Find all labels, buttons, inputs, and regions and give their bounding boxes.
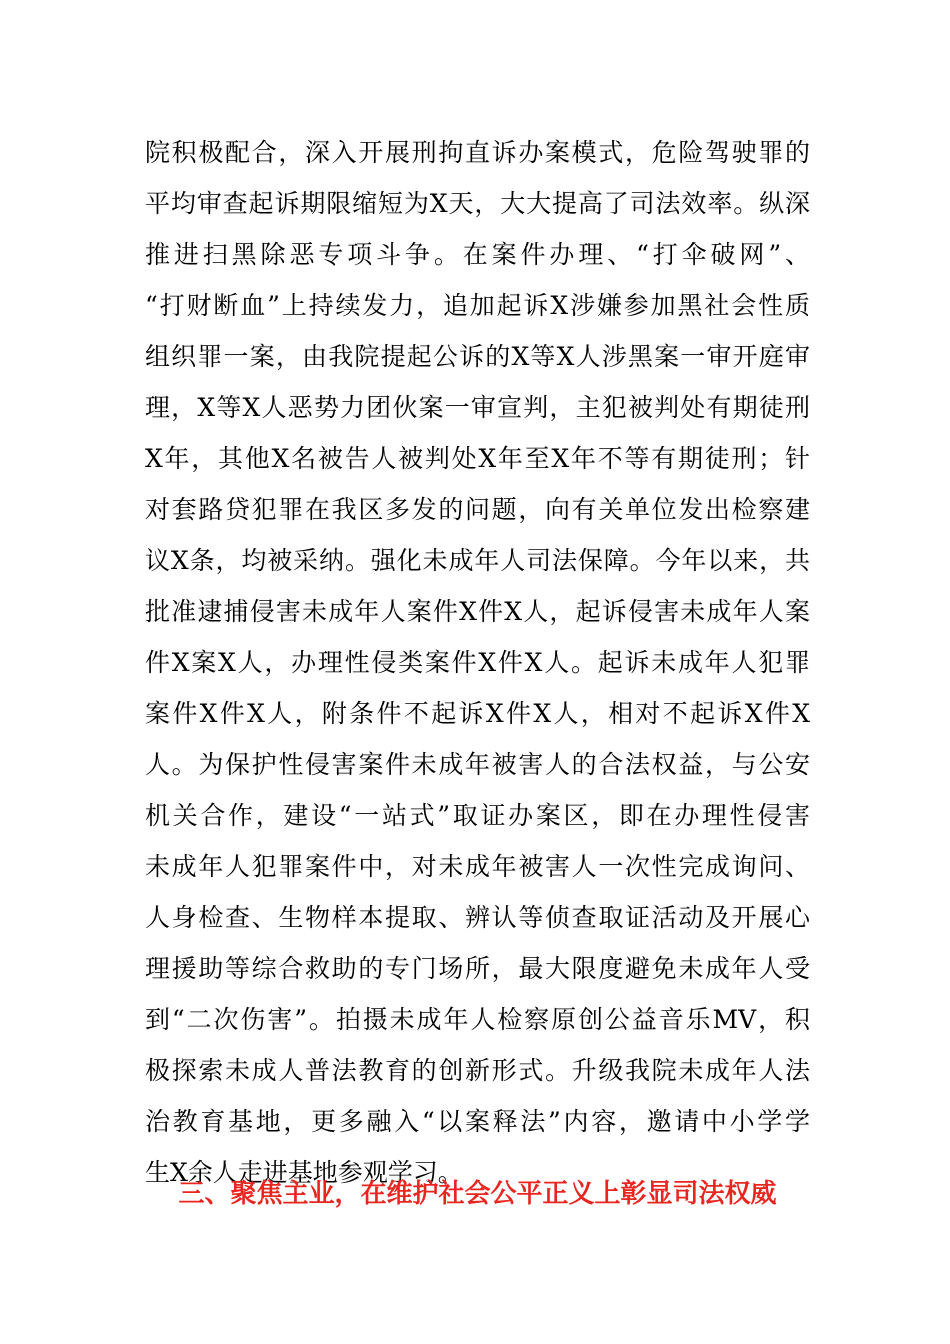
paragraph-line: 批准逮捕侵害未成年人案件X件X人，起诉侵害未成年人案 [145, 597, 810, 626]
paragraph-line: 治教育基地，更多融入“以案释法”内容，邀请中小学学 [145, 1107, 810, 1136]
paragraph-line: 对套路贷犯罪在我区多发的问题，向有关单位发出检察建 [145, 495, 810, 524]
section-heading: 三、聚焦主业，在维护社会公平正义上彰显司法权威 [178, 1179, 777, 1209]
paragraph-line: 到“二次伤害”。拍摄未成年人检察原创公益音乐MV，积 [145, 1005, 810, 1034]
body-paragraph [145, 127, 810, 1198]
paragraph-line: 平均审查起诉期限缩短为X天，大大提高了司法效率。纵深 [145, 189, 810, 218]
paragraph-line: 院积极配合，深入开展刑拘直诉办案模式，危险驾驶罪的 [145, 138, 810, 167]
paragraph-line: X年，其他X名被告人被判处X年至X年不等有期徒刑；针 [145, 444, 810, 473]
paragraph-line: 人。为保护性侵害案件未成年被害人的合法权益，与公安 [145, 750, 810, 779]
paragraph-line: 理援助等综合救助的专门场所，最大限度避免未成年人受 [145, 954, 810, 983]
paragraph-line: 案件X件X人，附条件不起诉X件X人，相对不起诉X件X [145, 699, 810, 728]
paragraph-line: 机关合作，建设“一站式”取证办案区，即在办理性侵害 [145, 801, 810, 830]
paragraph-line: 理，X等X人恶势力团伙案一审宣判，主犯被判处有期徒刑 [145, 393, 810, 422]
paragraph-line: 议X条，均被采纳。强化未成年人司法保障。今年以来，共 [145, 546, 810, 575]
paragraph-line: 推进扫黑除恶专项斗争。在案件办理、“打伞破网”、 [145, 240, 810, 269]
paragraph-line: 未成年人犯罪案件中，对未成年被害人一次性完成询问、 [145, 852, 810, 881]
paragraph-line: 人身检查、生物样本提取、辨认等侦查取证活动及开展心 [145, 903, 810, 932]
paragraph-line: 件X案X人，办理性侵类案件X件X人。起诉未成年人犯罪 [145, 648, 810, 677]
paragraph-line: “打财断血”上持续发力，追加起诉X涉嫌参加黑社会性质 [145, 291, 810, 320]
paragraph-line: 组织罪一案，由我院提起公诉的X等X人涉黑案一审开庭审 [145, 342, 810, 371]
paragraph-line: 极探索未成人普法教育的创新形式。升级我院未成年人法 [145, 1056, 810, 1085]
paragraph-line: 生X余人走进基地参观学习。 [145, 1158, 463, 1187]
